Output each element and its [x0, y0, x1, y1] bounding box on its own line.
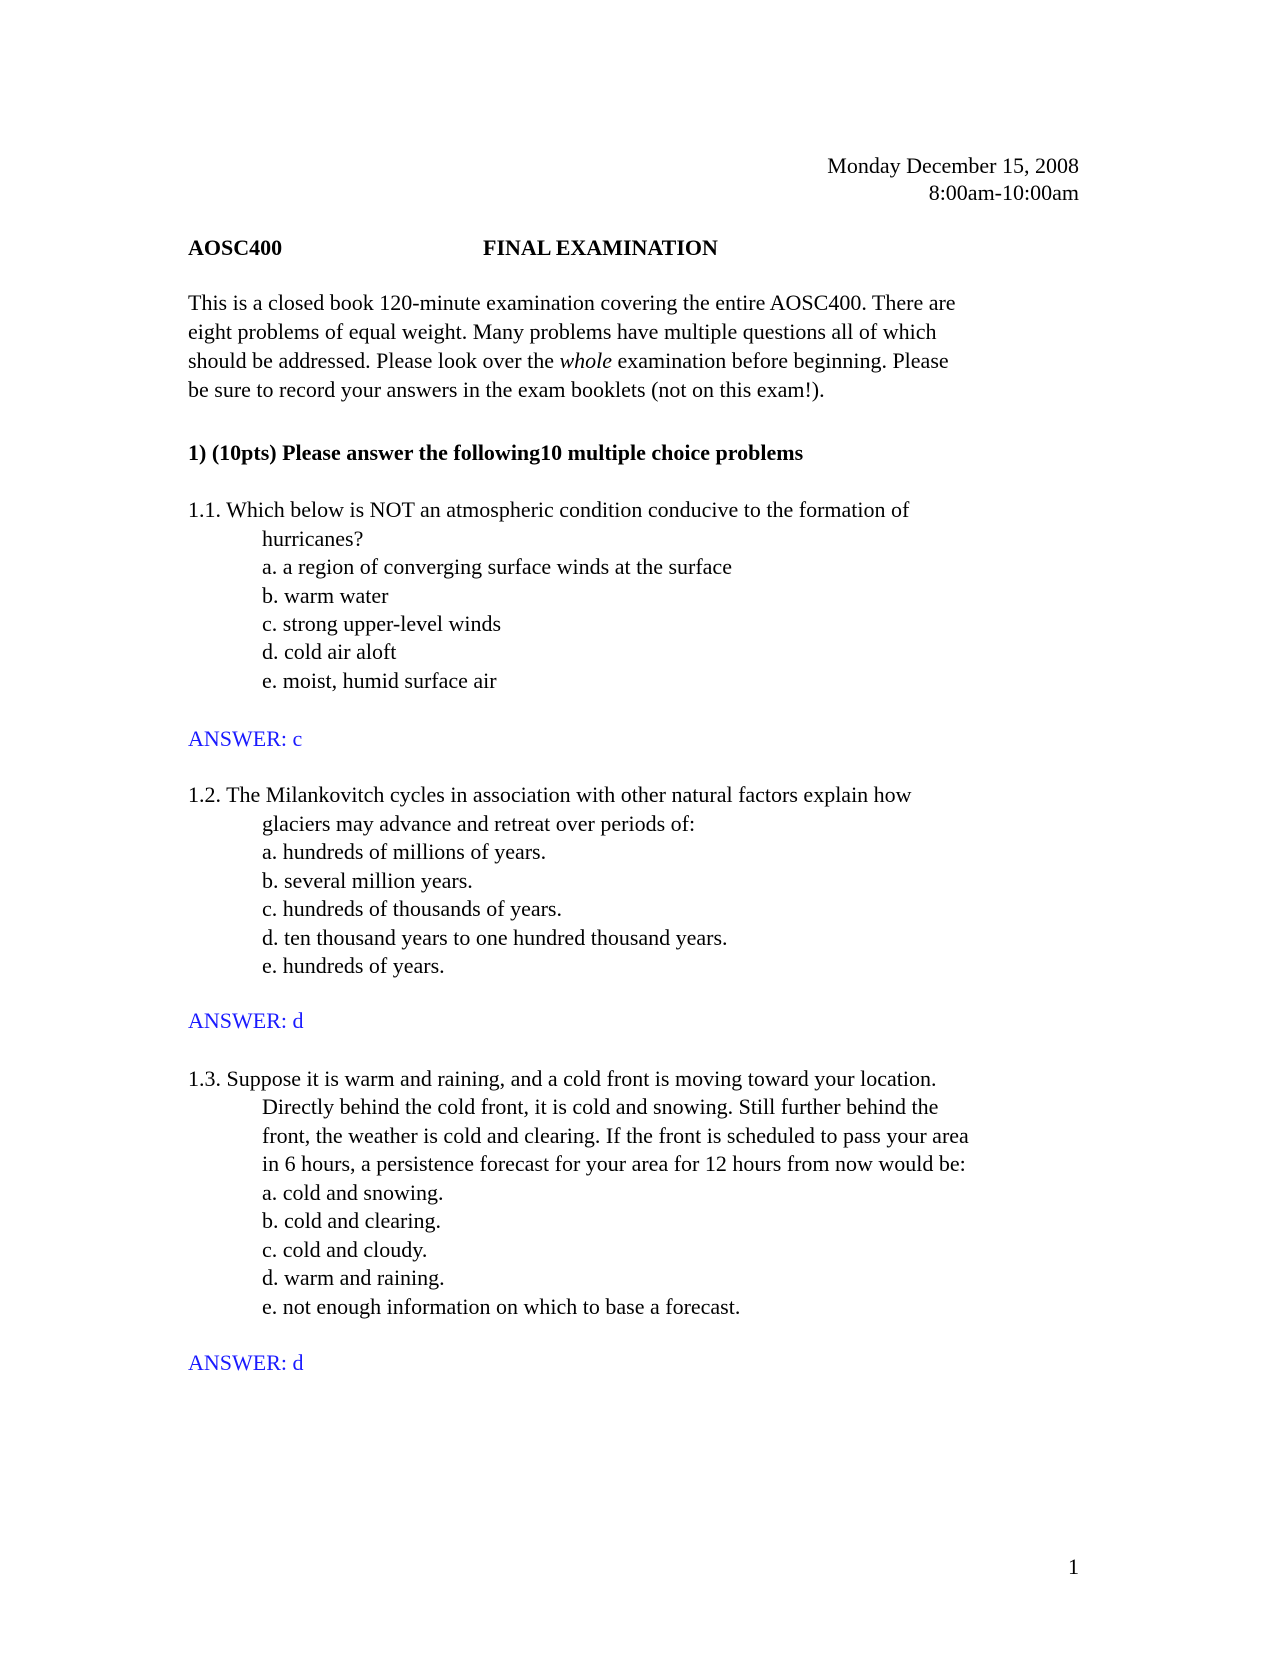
question-1-2-line-2: glaciers may advance and retreat over periods of: — [262, 811, 696, 836]
exam-time: 8:00am-10:00am — [928, 180, 1079, 205]
question-1-3-line-2: Directly behind the cold front, it is cold and snowing. Still further behind the — [262, 1094, 939, 1119]
intro-line-4: be sure to record your answers in the exam booklets (not on this exam!). — [188, 377, 825, 402]
question-1-2-option-c: c. hundreds of thousands of years. — [262, 896, 562, 921]
question-1-2-line-1: 1.2. The Milankovitch cycles in association with other natural factors explain how — [188, 782, 912, 807]
question-1-1-option-a: a. a region of converging surface winds at the surface — [262, 554, 732, 579]
question-1-1-answer: ANSWER: c — [188, 726, 303, 751]
intro-line-1: This is a closed book 120-minute examination covering the entire AOSC400. There are — [188, 290, 956, 315]
question-1-2-option-a: a. hundreds of millions of years. — [262, 839, 547, 864]
question-1-2-answer: ANSWER: d — [188, 1008, 304, 1033]
question-1-2-option-e: e. hundreds of years. — [262, 953, 445, 978]
question-1-3-line-1: 1.3. Suppose it is warm and raining, and a cold front is moving toward your location. — [188, 1066, 937, 1091]
exam-date: Monday December 15, 2008 — [827, 153, 1079, 178]
question-1-1-option-d: d. cold air aloft — [262, 639, 397, 664]
question-1-3-option-a: a. cold and snowing. — [262, 1180, 444, 1205]
question-1-1-option-b: b. warm water — [262, 583, 389, 608]
intro-line-3 — [188, 347, 949, 375]
question-1-3-option-e: e. not enough information on which to base a forecast. — [262, 1294, 741, 1319]
question-1-1-line-1: 1.1. Which below is NOT an atmospheric condition conducive to the formation of — [188, 497, 910, 522]
question-1-3-line-3: front, the weather is cold and clearing. If the front is scheduled to pass your area — [262, 1123, 969, 1148]
question-1-3-line-4: in 6 hours, a persistence forecast for your area for 12 hours from now would be: — [262, 1151, 966, 1176]
question-1-1-line-2: hurricanes? — [262, 526, 364, 551]
question-1-3-answer: ANSWER: d — [188, 1350, 304, 1375]
question-1-3-option-d: d. warm and raining. — [262, 1265, 445, 1290]
exam-title: FINAL EXAMINATION — [483, 235, 718, 260]
question-1-1-option-c: c. strong upper-level winds — [262, 611, 502, 636]
section-1-heading: 1) (10pts) Please answer the following10 multiple choice problems — [188, 440, 804, 465]
course-code: AOSC400 — [188, 235, 283, 260]
question-1-3-option-c: c. cold and cloudy. — [262, 1237, 428, 1262]
intro-emphasis-whole: whole — [559, 348, 613, 373]
question-1-1-option-e: e. moist, humid surface air — [262, 668, 497, 693]
page-number: 1 — [1068, 1554, 1079, 1579]
intro-line-3-post: examination before beginning. Please — [612, 348, 949, 373]
intro-line-2: eight problems of equal weight. Many problems have multiple questions all of which — [188, 319, 937, 344]
question-1-2-option-d: d. ten thousand years to one hundred thousand years. — [262, 925, 728, 950]
question-1-3-option-b: b. cold and clearing. — [262, 1208, 441, 1233]
question-1-2-option-b: b. several million years. — [262, 868, 473, 893]
intro-line-3-pre: should be addressed. Please look over the — [188, 348, 560, 373]
